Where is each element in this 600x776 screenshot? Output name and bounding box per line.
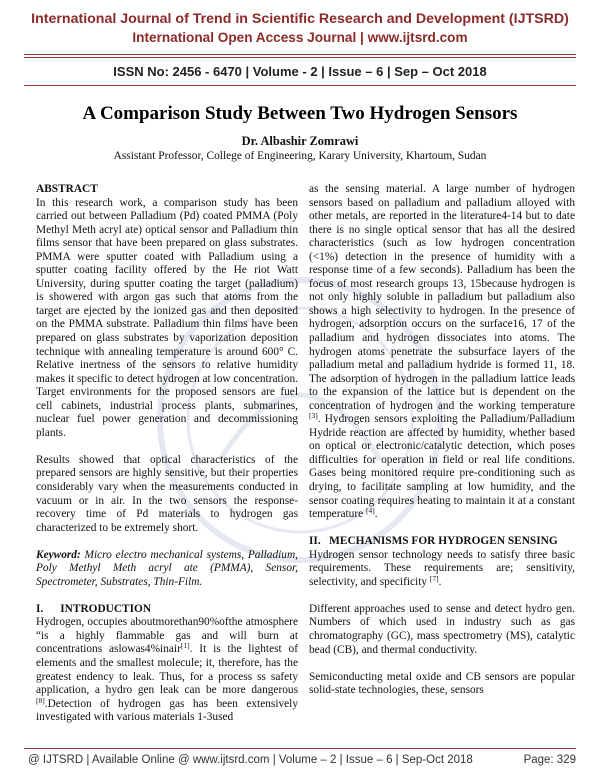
abstract-paragraph-2: Results showed that optical characteristics of the prepared sensors are highly sensitive, but their properties considerably vary when the measurements conducted in vacuum or in air. In the two sensors the response-recovery time of Pd materials to hydrogen gas characterized to be extremely short. — [36, 453, 298, 534]
footer-divider — [24, 748, 576, 749]
paper-title: A Comparison Study Between Two Hydrogen Sensors — [82, 103, 518, 124]
left-column — [36, 183, 298, 725]
citation-3: [3] — [309, 411, 318, 421]
keywords — [36, 549, 298, 590]
header-divider-bottom — [24, 85, 576, 86]
journal-name: International Journal of Trend in Scientific Research and Development (IJTSRD) — [31, 11, 569, 27]
citation-8: [8] — [36, 695, 45, 705]
header-divider-top — [24, 54, 576, 55]
citation-7: [7] — [429, 573, 439, 583]
intro-text-c: .Detection of hydrogen gas has been extensively investigated with various materials 1-3used — [36, 697, 298, 724]
issn-line: ISSN No: 2456 - 6470 | Volume - 2 | Issue – 6 | Sep – Oct 2018 — [113, 64, 487, 79]
intro-text-b: . It is the lightest of elements and the smallest molecule; it, therefore, has the greatest endency to leak. Thus, for a process ss safety application, a hydro gen leak can be more dangerous — [36, 643, 298, 697]
page-number: Page: 329 — [523, 754, 576, 766]
section-2-paragraph-1 — [309, 549, 575, 590]
right-text-c: . — [374, 508, 378, 521]
section-2-text-b: . — [438, 575, 442, 588]
right-paragraph-1 — [309, 183, 575, 522]
keywords-label: Keyword: — [36, 548, 81, 561]
page-footer — [28, 754, 576, 766]
journal-access-line: International Open Access Journal | www.ijtsrd.com — [132, 30, 468, 45]
section-2-text-a: Hydrogen sensor technology needs to satisfy three basic requirements. These requirements are; sensitivity, selectivity, and specificity — [309, 548, 575, 588]
section-2-paragraph-3: Semiconducting metal oxide and CB sensors are popular solid-state technologies, these, sensors — [309, 670, 575, 697]
paper-affiliation: Assistant Professor, College of Engineering, Karary University, Khartoum, Sudan — [113, 150, 487, 162]
journal-header — [0, 0, 600, 90]
keywords-text: Micro electro mechanical systems, Palladium, Poly Methyl Meth acryl ate (PMMA), Sensor, Spectrometer, Substrates, Thin-Film. — [36, 548, 298, 588]
right-column — [309, 183, 575, 698]
section-2-paragraph-2: Different approaches used to sense and detect hydro gen. Numbers of which used in industry such as gas chromatography (GC), mass spectrometry (MS), catalytic bead (CB), and thermal conductivity. — [309, 602, 575, 656]
citation-4: [4] — [366, 506, 375, 516]
header-divider-mid — [24, 57, 576, 58]
abstract-paragraph-1: In this research work, a comparison study has been carried out between Palladium (Pd) coated PMMA (Poly Methyl Meth acryl ate) optical sensor and Palladium thin films sensor that have been prepared on glass substrates. PMMA were sputter coated with Palladium using a sputter coating facility offered by the He riot Watt University, during sputter coating the target (palladium) is showered with argon gas such that atoms from the target are ejected by the ionized gas and then deposited on the PMMA substrate. Palladium thin films have been prepared on glass substrates by vaporization deposition technique with annealing temperature is around 600° C. Relative inertness of the sensors to relative humidity makes it specific to detect hydrogen at low concentration. Target environments for the proposed sensors are fuel cell cabinets, industrial process plants, submarines, nuclear fuel power generation and decommissioning plants. — [36, 196, 298, 439]
paper-author: Dr. Albashir Zomrawi — [241, 134, 359, 148]
introduction-heading: I. INTRODUCTION — [36, 602, 152, 615]
abstract-heading: ABSTRACT — [36, 183, 98, 195]
section-2-heading: II. MECHANISMS FOR HYDROGEN SENSING — [309, 535, 558, 548]
intro-text-a: Hydrogen, occupies aboutmorethan90%ofthe atmosphere “is a highly flammable gas and will burn at concentrations aslowas4%inair — [36, 616, 298, 656]
footer-journal-info: @ IJTSRD | Available Online @ www.ijtsrd.com | Volume – 2 | Issue – 6 | Sep-Oct 2018 — [28, 754, 473, 766]
introduction-paragraph — [36, 616, 298, 724]
right-text-b: . Hydrogen sensors exploiting the Palladium/Palladium Hydride reaction are affected by humidity, whether based on optical or electronic/catalytic detection, which poses difficulties for operation in field or real life conditions. Gases being monitored require pre-conditioning such as drying, to facilitate sampling at low humidity, and the sensor coating requires heating to maintain it at a constant temperature — [309, 413, 575, 521]
citation-1: [1] — [180, 641, 190, 651]
right-text-a: as the sensing material. A large number of hydrogen sensors based on palladium and palladium alloyed with other metals, are reported in the literature4-14 but to date there is no single optical sensor that has all the desired characteristics (such as low hydrogen concentration (<1%) detection in the presence of humidity with a response time of a few seconds). Palladium has been the focus of most research groups 13, 15because hydrogen is not only highly soluble in palladium but palladium also shows a high selectivity to hydrogen. In the presence of hydrogen, adsorption occurs on the surface16, 17 of the palladium and hydrogen dissociates into atoms. The hydrogen atoms penetrate the subsurface layers of the palladium metal and palladium hydride is formed 11, 18. The adsorption of hydrogen in the palladium lattice leads to the expansion of the lattice but is dependent on the concentration of hydrogen and the working temperature — [309, 183, 575, 412]
